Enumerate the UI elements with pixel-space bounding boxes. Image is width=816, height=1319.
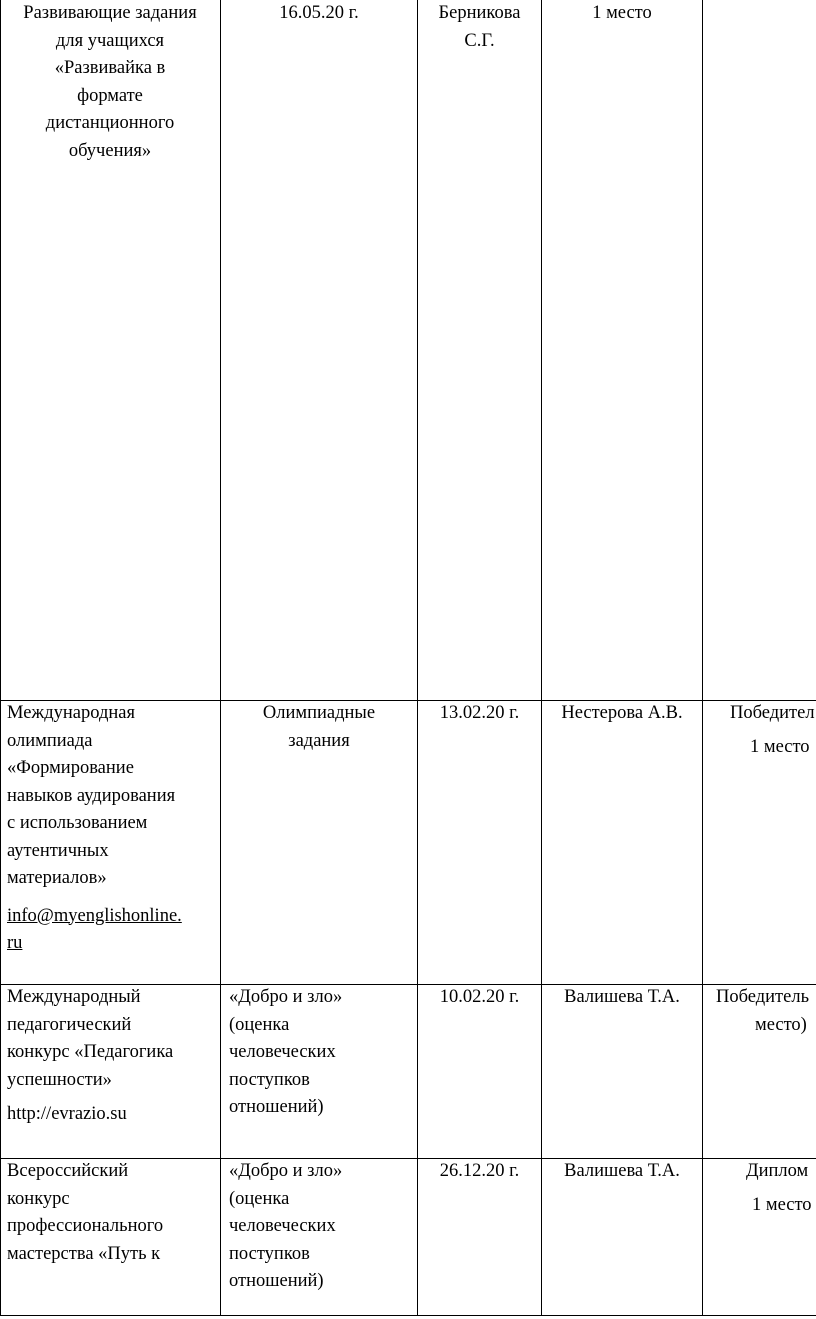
date-text: 13.02.20 г. — [439, 703, 520, 723]
participant-text: Валишева Т.А. — [564, 1161, 680, 1181]
table-row-3-participant — [542, 984, 702, 1012]
table-row-3-result — [703, 984, 816, 1039]
work-line: Олимпиадные — [262, 703, 376, 723]
result-line: Диплом — [746, 1161, 809, 1181]
event-line: педагогический — [7, 1014, 132, 1035]
result-line: Победител — [730, 703, 815, 723]
table-row-1-participant — [418, 0, 541, 55]
work-line: (оценка — [229, 1014, 290, 1035]
event-line: Международный — [7, 987, 141, 1007]
event-line: Международная — [7, 703, 135, 723]
date-text: 26.12.20 г. — [439, 1161, 520, 1181]
event-line: для учащихся — [55, 30, 165, 51]
table-row-2-participant — [542, 700, 702, 728]
event-email-link[interactable]: ru — [7, 933, 23, 953]
work-line: поступков — [229, 1243, 310, 1264]
table-row-2-result — [703, 700, 816, 761]
table-row-3-event — [7, 984, 219, 1129]
table-row-4-work — [229, 1158, 417, 1296]
table-border-left — [0, 0, 1, 1316]
table-row-4-participant — [542, 1158, 702, 1186]
column-divider-2 — [417, 0, 418, 1316]
column-divider-4 — [702, 0, 703, 1316]
table-row-2-work — [221, 700, 417, 755]
event-line: Развивающие задания — [23, 3, 197, 23]
event-line: материалов» — [7, 868, 107, 888]
event-line: конкурс — [7, 1188, 70, 1209]
event-line: дистанционного — [45, 113, 175, 133]
event-line: профессионального — [7, 1216, 164, 1236]
table-row-3-date — [418, 984, 541, 1012]
work-line: отношений) — [229, 1097, 324, 1117]
event-line: Всероссийский — [7, 1161, 129, 1181]
participant-line: Берникова — [438, 3, 521, 23]
result-line: место) — [755, 1014, 807, 1035]
event-line: формате — [77, 85, 143, 106]
event-line: «Формирование — [7, 758, 134, 778]
date-text: 10.02.20 г. — [439, 987, 520, 1007]
work-line: (оценка — [229, 1188, 290, 1209]
work-line: поступков — [229, 1069, 310, 1090]
event-line: с использованием — [7, 813, 148, 833]
event-line: конкурс «Педагогика — [7, 1042, 174, 1062]
table-row-4-event — [7, 1158, 219, 1268]
table-row-4-result — [703, 1158, 816, 1219]
work-line: «Добро и зло» — [229, 987, 343, 1007]
table-row-4-date — [418, 1158, 541, 1186]
event-url-link[interactable]: http://evrazio.su — [7, 1104, 127, 1124]
table-row-1-result — [542, 0, 702, 28]
work-line: «Добро и зло» — [229, 1161, 343, 1181]
table-border-bottom — [0, 1315, 816, 1316]
table-row-1-date — [221, 0, 417, 28]
column-divider-3 — [541, 0, 542, 1316]
work-line: человеческих — [229, 1216, 336, 1236]
work-line: человеческих — [229, 1042, 336, 1062]
result-line: 1 место — [592, 3, 652, 23]
table-row-2-event — [7, 700, 219, 958]
result-line: Победитель — [716, 987, 810, 1007]
event-line: олимпиада — [7, 730, 93, 751]
event-line: обучения» — [68, 140, 152, 161]
table-row-3-work — [229, 984, 417, 1122]
participant-text: Валишева Т.А. — [564, 987, 680, 1007]
event-line: навыков аудирования — [7, 785, 176, 806]
table-row-1-event — [2, 0, 218, 165]
participant-text: Нестерова А.В. — [561, 703, 683, 723]
column-divider-1 — [220, 0, 221, 1316]
event-line: успешности» — [7, 1069, 112, 1090]
event-email-link[interactable]: info@myenglishonline. — [7, 905, 182, 926]
date-text: 16.05.20 г. — [279, 3, 359, 23]
table-row-2-date — [418, 700, 541, 728]
result-line: 1 место — [752, 1194, 812, 1215]
event-line: аутентичных — [7, 840, 109, 861]
event-line: «Развивайка в — [54, 58, 166, 78]
result-line: 1 место — [750, 736, 810, 757]
work-line: задания — [288, 730, 350, 751]
work-line: отношений) — [229, 1271, 324, 1291]
participant-line: С.Г. — [464, 30, 495, 51]
event-line: мастерства «Путь к — [7, 1243, 161, 1264]
